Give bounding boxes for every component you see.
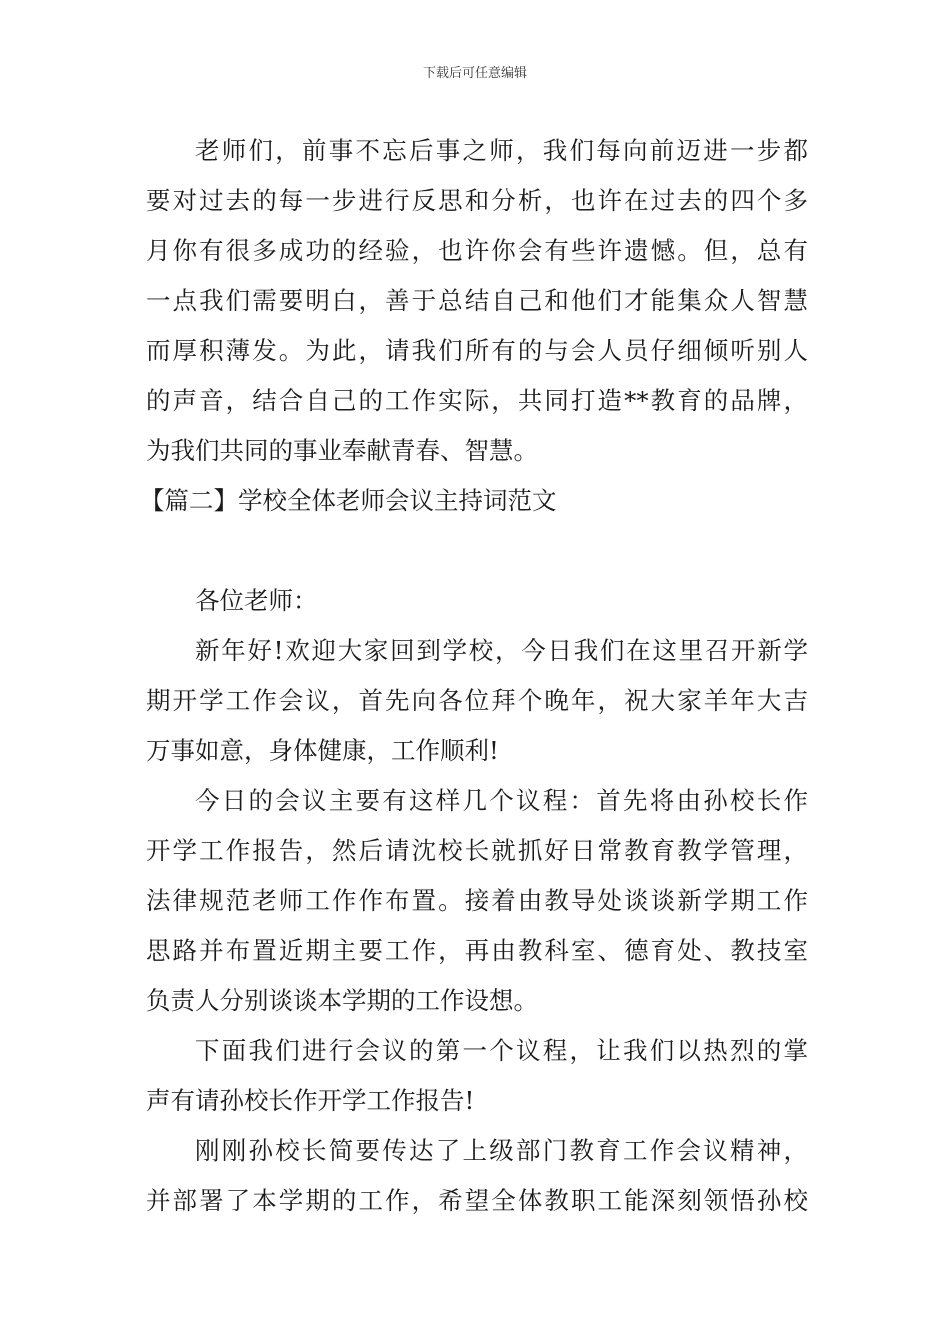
text-line: 的声音，结合自己的工作实际，共同打造**教育的品牌，	[146, 386, 808, 415]
text-line: 要对过去的每一步进行反思和分析，也许在过去的四个多	[146, 186, 808, 215]
text-line: 各位老师：	[195, 586, 318, 615]
text-line: 月你有很多成功的经验，也许你会有些许遗憾。但，总有	[146, 236, 808, 265]
paragraph-5	[146, 1126, 808, 1226]
salutation	[146, 576, 808, 626]
paragraph-2	[146, 626, 808, 776]
text-line: 期开学工作会议，首先向各位拜个晚年，祝大家羊年大吉	[146, 686, 808, 715]
text-line: 法律规范老师工作作布置。接着由教导处谈谈新学期工作	[146, 886, 808, 915]
text-line: 为我们共同的事业奉献青春、智慧。	[146, 436, 538, 465]
paragraph-4	[146, 1026, 808, 1126]
text-line: 并部署了本学期的工作，希望全体教职工能深刻领悟孙校	[146, 1186, 808, 1215]
paragraph-3	[146, 776, 808, 1026]
document-body	[140, 126, 808, 1226]
text-line: 而厚积薄发。为此，请我们所有的与会人员仔细倾听别人	[146, 336, 808, 365]
text-line: 万事如意，身体健康，工作顺利!	[146, 736, 499, 765]
text-line: 刚刚孙校长简要传达了上级部门教育工作会议精神，	[195, 1136, 808, 1165]
text-line: 思路并布置近期主要工作，再由教科室、德育处、教技室	[146, 936, 808, 965]
text-line: 下面我们进行会议的第一个议程，让我们以热烈的掌	[195, 1036, 808, 1065]
page-header: 下载后可任意编辑	[422, 66, 527, 81]
blank-line	[146, 526, 808, 576]
text-line: 开学工作报告，然后请沈校长就抓好日常教育教学管理，	[146, 836, 808, 865]
text-line: 负责人分别谈谈本学期的工作设想。	[146, 986, 538, 1015]
text-line: 声有请孙校长作开学工作报告!	[146, 1086, 475, 1115]
section-heading: 【篇二】学校全体老师会议主持词范文	[140, 486, 557, 515]
text-line: 新年好!欢迎大家回到学校，今日我们在这里召开新学	[195, 636, 808, 665]
text-line: 今日的会议主要有这样几个议程：首先将由孙校长作	[195, 786, 808, 815]
text-line: 一点我们需要明白，善于总结自己和他们才能集众人智慧	[146, 286, 808, 315]
text-line: 老师们，前事不忘后事之师，我们每向前迈进一步都	[195, 136, 808, 165]
paragraph-1	[146, 126, 808, 476]
